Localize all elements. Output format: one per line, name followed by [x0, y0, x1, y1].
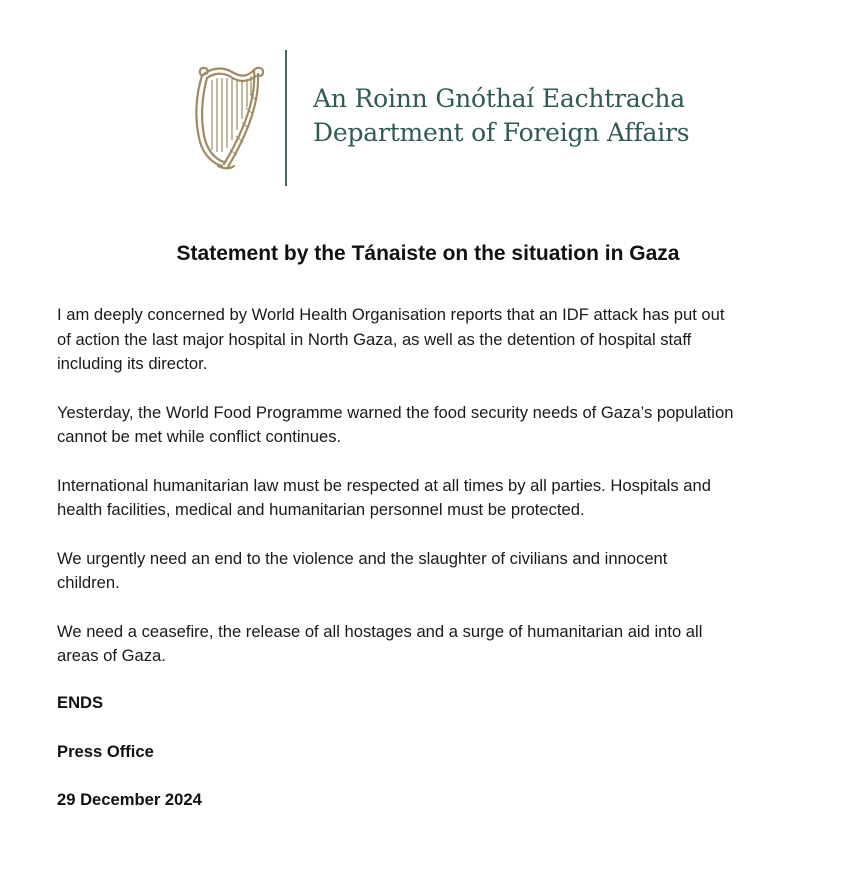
paragraph-line: children. [57, 573, 120, 592]
harp-icon [188, 64, 270, 170]
paragraph-line: We urgently need an end to the violence and the slaughter of civilians and innocent [57, 548, 668, 568]
paragraph [57, 620, 817, 669]
paragraph-line: cannot be met while conflict continues. [57, 427, 342, 446]
paragraph-line: health facilities, medical and humanitarian personnel must be protected. [57, 500, 585, 519]
paragraph [57, 401, 817, 450]
department-name-english: Department of Foreign Affairs [313, 118, 690, 147]
department-header [180, 48, 700, 188]
paragraph-line: of action the last major hospital in North Gaza, as well as the detention of hospital staff [57, 329, 692, 349]
statement-date: 29 December 2024 [57, 790, 202, 809]
paragraph [57, 303, 817, 377]
paragraph-line: I am deeply concerned by World Health Organisation reports that an IDF attack has put out [57, 305, 725, 324]
header-divider [285, 50, 287, 186]
paragraph [57, 547, 817, 596]
paragraph-line: International humanitarian law must be respected at all times by all parties. Hospitals and [57, 475, 711, 495]
paragraph-line: Yesterday, the World Food Programme warned the food security needs of Gaza’s population [57, 402, 734, 422]
paragraph-line: including its director. [57, 354, 208, 373]
ends-marker: ENDS [57, 693, 104, 712]
paragraph [57, 474, 817, 523]
statement-title: Statement by the Tánaiste on the situation in Gaza [176, 242, 680, 265]
department-name-irish: An Roinn Gnóthaí Eachtracha [313, 84, 686, 113]
press-office-label: Press Office [57, 742, 154, 761]
statement-body [57, 303, 817, 693]
paragraph-line: areas of Gaza. [57, 646, 166, 665]
paragraph-line: We need a ceasefire, the release of all hostages and a surge of humanitarian aid into all [57, 621, 703, 641]
